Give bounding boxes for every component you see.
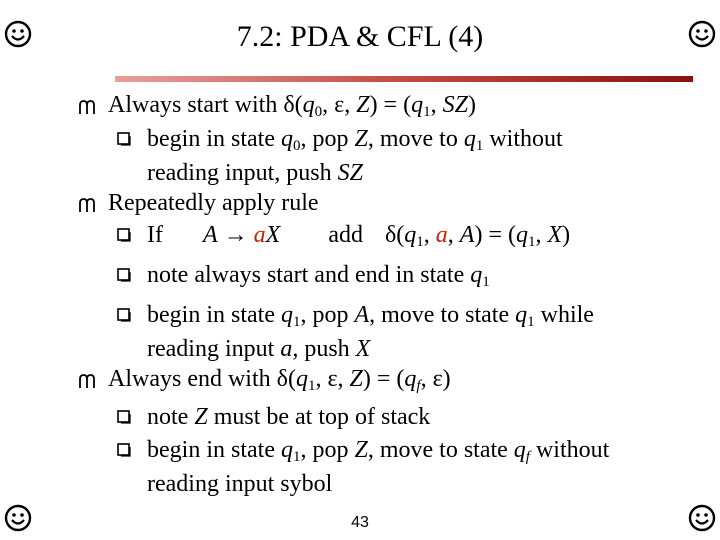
- page-number: 43: [351, 514, 369, 531]
- sub-bullet-continuation: reading input, push SZ: [147, 160, 363, 186]
- square-bullet-icon: [117, 410, 131, 424]
- bullet-item: Always start with $\delta(q_0$, ε, $Z) = (q_1$, SZ): [0, 92, 720, 126]
- square-bullet-icon: [117, 132, 131, 146]
- m-bullet-icon: [79, 197, 95, 213]
- sub-bullet-continuation: reading input sybol: [147, 471, 333, 497]
- title-underline: [115, 76, 693, 82]
- square-bullet-icon: [117, 308, 131, 322]
- sub-bullet-item: If A → aX add $\delta(q_1$, a, $A) = (q_1$, X): [0, 222, 720, 256]
- sub-bullet-continuation: reading input a, push X: [147, 336, 371, 362]
- m-bullet-icon: [79, 373, 95, 389]
- square-bullet-icon: [117, 268, 131, 282]
- square-bullet-icon: [117, 228, 131, 242]
- m-bullet-icon: [79, 99, 95, 115]
- sub-bullet-item: note always start and end in state $q_1$: [0, 262, 720, 296]
- slide-title: 7.2: PDA & CFL (4): [236, 20, 484, 53]
- text: Always start with δ(: [108, 92, 303, 118]
- sub-bullet-item: begin in state $q_1$, pop Z, move to state $q_f$ without: [0, 437, 720, 471]
- sub-bullet-item: begin in state $q_0$, pop Z, move to $q_1$ without: [0, 126, 720, 160]
- square-bullet-icon: [117, 443, 131, 457]
- bullet-item: Always end with $\delta(q_1$, ε, $Z) = (q_f$, ε): [0, 366, 720, 400]
- sub-bullet-item: begin in state $q_1$, pop A, move to state $q_1$ while: [0, 302, 720, 336]
- sub-bullet-item: note Z must be at top of stack: [0, 404, 720, 431]
- bullet-item: Repeatedly apply rule: [0, 190, 720, 217]
- slide-body: [0, 92, 720, 498]
